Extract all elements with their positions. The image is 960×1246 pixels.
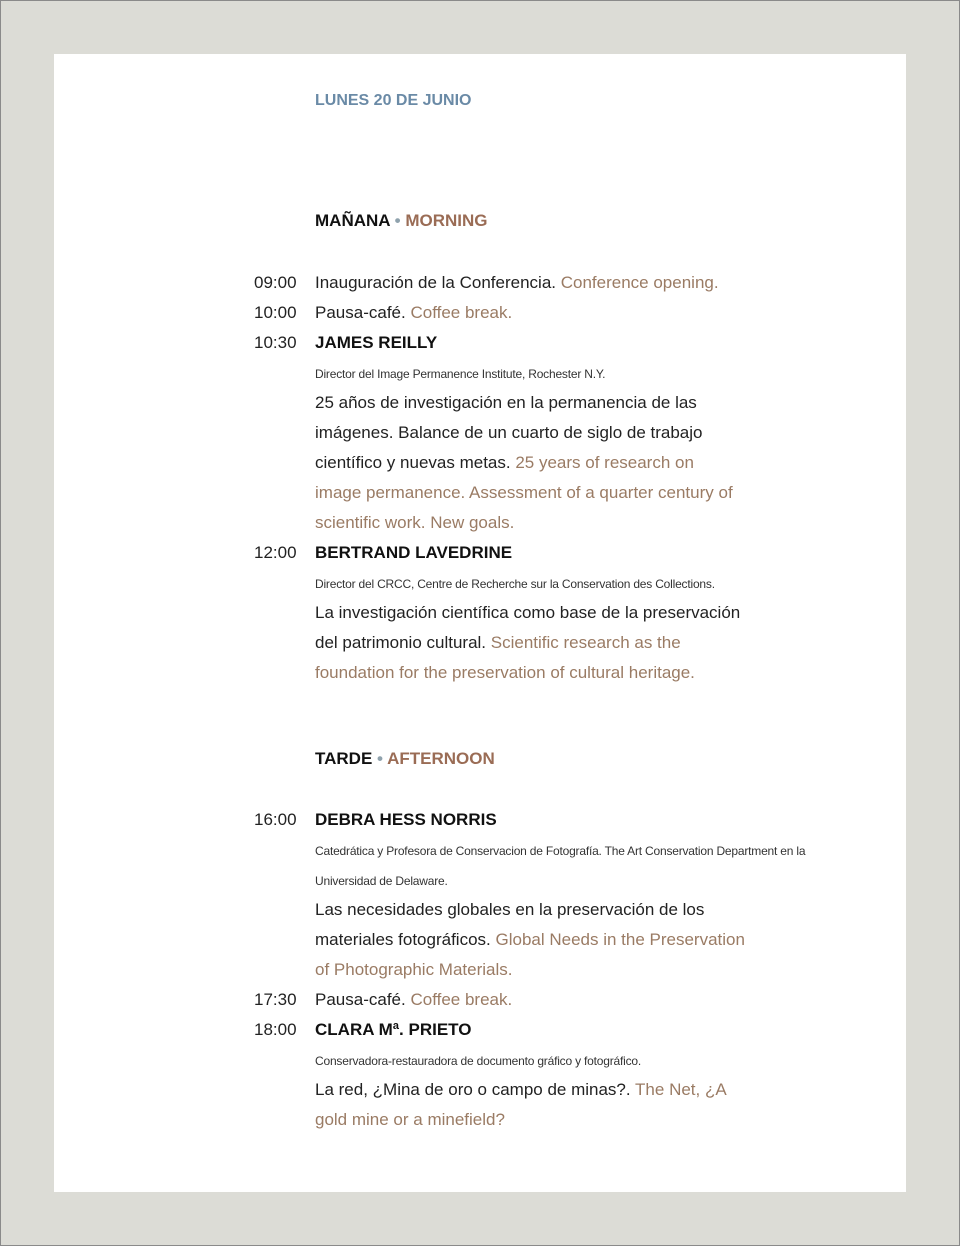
time-label: 17:30 [254, 990, 297, 1009]
schedule-item-lavedrine [254, 538, 814, 568]
event-title-es: Pausa-café. [315, 303, 406, 322]
speaker-affiliation: Catedrática y Profesora de Conservacion de Fotografía. The Art Conservation Department en la [315, 844, 806, 858]
morning-heading-es: MAÑANA [315, 211, 390, 230]
event-title-en: Conference opening. [560, 273, 719, 292]
speaker-affiliation: Conservadora-restauradora de documento gráfico y fotográfico. [315, 1054, 641, 1068]
time-label: 12:00 [254, 543, 297, 562]
schedule-item-reilly [254, 328, 814, 358]
time-label: 18:00 [254, 1020, 297, 1039]
talk-line-es: imágenes. Balance de un cuarto de siglo de trabajo [315, 423, 703, 442]
event-title-en: Coffee break. [410, 990, 513, 1009]
time-label: 16:00 [254, 810, 297, 829]
schedule-item-coffee-break [254, 985, 814, 1015]
speaker-affiliation: Universidad de Delaware. [315, 874, 448, 888]
talk-line-es: 25 años de investigación en la permanencia de las [315, 393, 697, 412]
talk-line-es: La red, ¿Mina de oro o campo de minas?. [315, 1080, 631, 1099]
talk-line-es: La investigación científica como base de la preservación [315, 603, 741, 622]
talk-line-en: The Net, ¿A [635, 1080, 727, 1099]
schedule-item-opening [254, 268, 814, 298]
heading-separator: • [377, 749, 383, 768]
event-title-es: Pausa-café. [315, 990, 406, 1009]
afternoon-heading [315, 749, 495, 769]
talk-line-en: image permanence. Assessment of a quarter century of [315, 483, 733, 502]
heading-separator: • [394, 211, 401, 230]
talk-line-en: 25 years of research on [515, 453, 694, 472]
speaker-name: DEBRA HESS NORRIS [315, 810, 497, 829]
talk-line-es: del patrimonio cultural. [315, 633, 487, 652]
afternoon-schedule [254, 805, 814, 1135]
program-page [54, 54, 906, 1192]
schedule-item-prieto [254, 1015, 814, 1045]
talk-line-en: Global Needs in the Preservation [495, 930, 745, 949]
talk-line-en: Scientific research as the [490, 633, 681, 652]
talk-line-en: foundation for the preservation of cultural heritage. [315, 663, 695, 682]
talk-line-en: of Photographic Materials. [315, 960, 513, 979]
event-title-en: Coffee break. [410, 303, 513, 322]
talk-line-es: Las necesidades globales en la preservación de los [315, 900, 705, 919]
speaker-name: CLARA Mª. PRIETO [315, 1020, 472, 1039]
afternoon-heading-es: TARDE [315, 749, 373, 768]
speaker-name: JAMES REILLY [315, 333, 438, 352]
morning-schedule [254, 268, 814, 688]
event-title-es: Inauguración de la Conferencia. [315, 273, 556, 292]
schedule-item-coffee-break [254, 298, 814, 328]
schedule-item-norris [254, 805, 814, 835]
speaker-affiliation: Director del Image Permanence Institute, Rochester N.Y. [315, 367, 606, 381]
talk-line-en: gold mine or a minefield? [315, 1110, 505, 1129]
afternoon-heading-en: AFTERNOON [387, 749, 495, 768]
morning-heading-en: MORNING [405, 211, 488, 230]
talk-line-es: científico y nuevas metas. [315, 453, 511, 472]
time-label: 10:30 [254, 333, 297, 352]
speaker-name: BERTRAND LAVEDRINE [315, 543, 513, 562]
speaker-affiliation: Director del CRCC, Centre de Recherche sur la Conservation des Collections. [315, 577, 715, 591]
talk-line-en: scientific work. New goals. [315, 513, 515, 532]
talk-line-es: materiales fotográficos. [315, 930, 491, 949]
time-label: 09:00 [254, 273, 297, 292]
time-label: 10:00 [254, 303, 297, 322]
date-heading: LUNES 20 DE JUNIO [315, 92, 472, 109]
morning-heading [315, 211, 488, 231]
